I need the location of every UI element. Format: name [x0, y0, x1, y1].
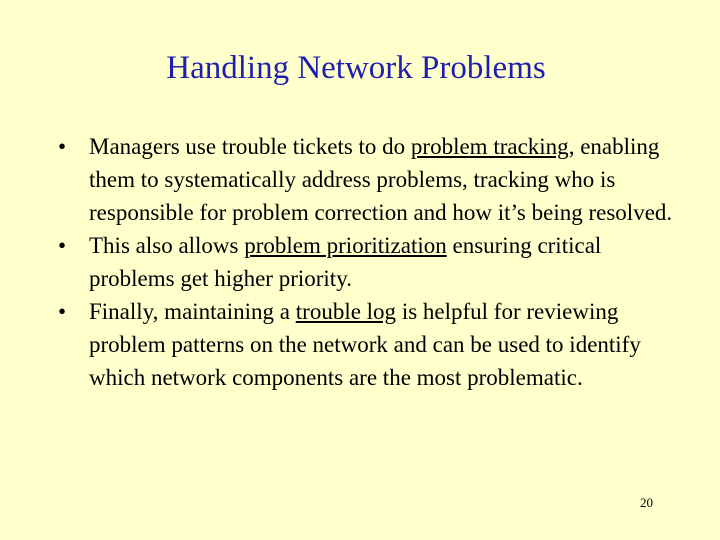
bullet-text: ensuring critical problems get higher priority. — [89, 233, 602, 291]
slide-title: Handling Network Problems — [166, 50, 546, 86]
bullet-list — [58, 130, 678, 394]
bullet-text: is helpful for reviewing problem patterns on the network and can be used to identify which network components are the most problematic. — [89, 299, 641, 390]
bullet-item — [58, 295, 678, 394]
bullet-item — [58, 130, 678, 229]
bullet-marker: • — [58, 299, 67, 324]
bullet-text: This also allows — [89, 233, 245, 258]
bullet-text: Managers use trouble tickets to do — [89, 134, 411, 159]
bullet-text: , enabling them to systematically address problems, tracking who is responsible for problem correction and how it’s being resolved. — [89, 134, 673, 225]
bullet-marker: • — [58, 233, 67, 258]
key-term: problem tracking — [410, 134, 569, 159]
page-number: 20 — [640, 495, 653, 510]
key-term: trouble log — [295, 299, 397, 324]
bullet-marker: • — [58, 134, 67, 159]
key-term: problem prioritization — [244, 233, 447, 258]
bullet-item — [58, 229, 678, 295]
bullet-text: Finally, maintaining a — [89, 299, 296, 324]
